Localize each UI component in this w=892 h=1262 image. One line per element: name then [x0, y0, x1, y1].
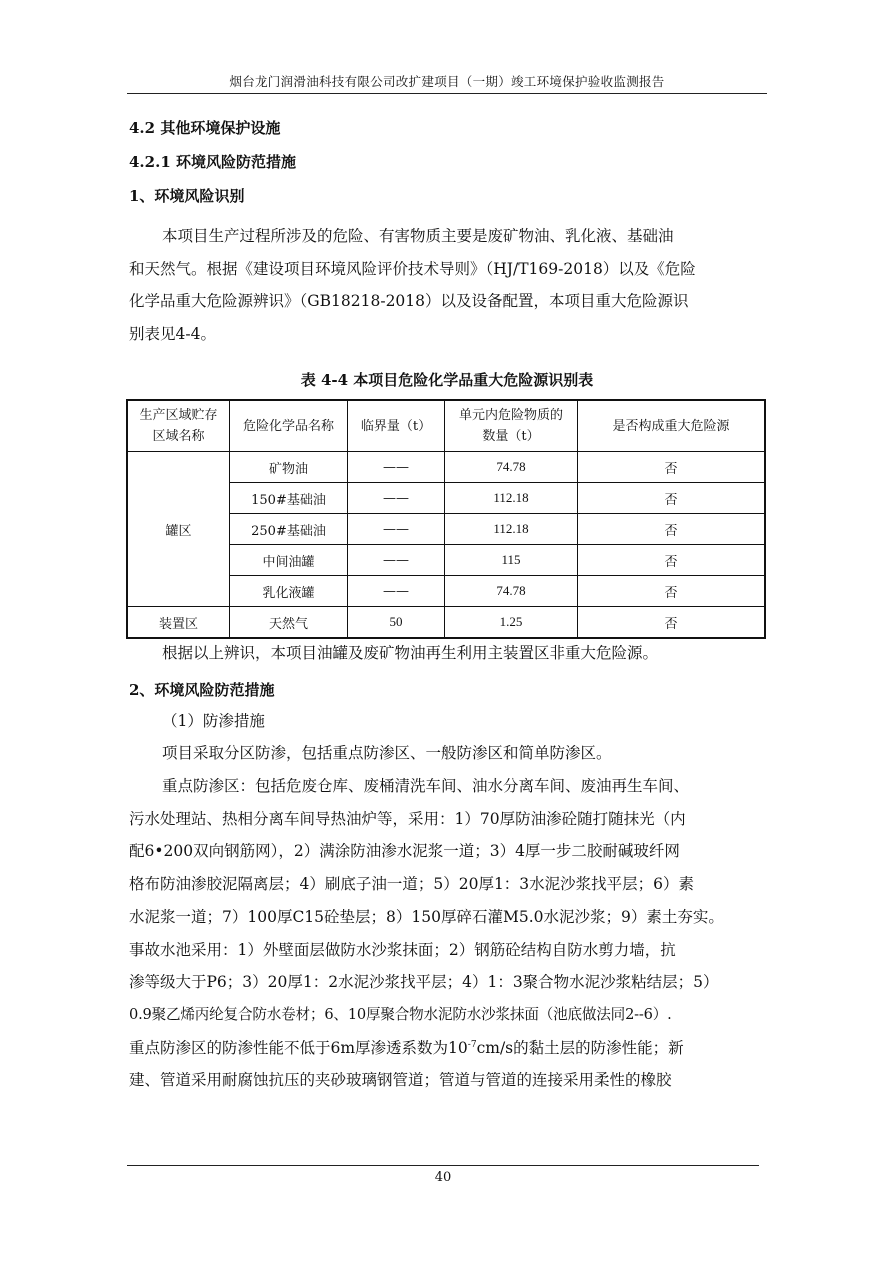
quantity-cell: 112.18: [445, 514, 578, 545]
section-heading-risk-prevention: 2、环境风险防范措施: [129, 681, 275, 699]
text-line: 建、管道采用耐腐蚀抗压的夹砂玻璃钢管道；管道与管道的连接采用柔性的橡胶: [129, 1071, 672, 1090]
quantity-cell: 112.18: [445, 483, 578, 514]
text-line: 化学品重大危险源辨识》（GB18218-2018）以及设备配置，本项目重大危险源识: [129, 292, 689, 311]
paragraph-risk-identification: [129, 220, 765, 351]
text-line: 项目采取分区防渗，包括重点防渗区、一般防渗区和简单防渗区。: [162, 744, 612, 762]
threshold-cell: ——: [348, 545, 445, 576]
text-line: 重点防渗区的防渗性能不低于6m厚渗透系数为$10^{-7}cm/s$的黏土层的防渗性能；新: [129, 1038, 684, 1057]
text-line: （1）防渗措施: [162, 712, 265, 730]
paragraph-conclusion: [129, 637, 765, 670]
threshold-cell: ——: [348, 514, 445, 545]
quantity-cell: 74.78: [445, 452, 578, 483]
text-line: 别表见4-4。: [129, 325, 216, 344]
text-line: 0.9聚乙烯丙纶复合防水卷材；6、10厚聚合物水泥防水沙浆抹面（池底做法同2--6）.: [129, 1005, 672, 1023]
major-hazard-cell: 否: [578, 576, 766, 607]
text-line: 格布防油渗胶泥隔离层；4）刷底子油一道；5）20厚1：3水泥沙浆找平层；6）素: [129, 875, 695, 894]
major-hazard-cell: 否: [578, 452, 766, 483]
page-header: 烟台龙门润滑油科技有限公司改扩建项目（一期）竣工环境保护验收监测报告: [229, 74, 665, 89]
paragraph-zoning: [129, 737, 765, 770]
substance-cell: 中间油罐: [230, 545, 348, 576]
text-line: 和天然气。根据《建设项目环境风险评价技术导则》（HJ/T169-2018）以及《危险: [129, 259, 696, 278]
header-divider: [127, 93, 767, 94]
major-hazard-cell: 否: [578, 607, 766, 639]
hazard-identification-table: [126, 399, 766, 639]
threshold-cell: ——: [348, 576, 445, 607]
text-line: 本项目生产过程所涉及的危险、有害物质主要是废矿物油、乳化液、基础油: [162, 227, 674, 245]
substance-cell: 矿物油: [230, 452, 348, 483]
area-cell: 装置区: [127, 607, 230, 639]
major-hazard-cell: 否: [578, 545, 766, 576]
section-heading-4-2: 4.2 其他环境保护设施: [129, 119, 281, 137]
section-heading-risk-identification: 1、环境风险识别: [129, 187, 245, 205]
column-header-substance: 危险化学品名称: [230, 400, 348, 452]
substance-cell: 天然气: [230, 607, 348, 639]
column-header-area: 生产区域贮存 区域名称: [127, 400, 230, 452]
substance-cell: 乳化液罐: [230, 576, 348, 607]
text-line: 根据以上辨识，本项目油罐及废矿物油再生利用主装置区非重大危险源。: [162, 644, 659, 662]
major-hazard-cell: 否: [578, 483, 766, 514]
table-row: [127, 452, 765, 483]
text-line: 配6•200双向钢筋网），2）满涂防油渗水泥浆一道；3）4厚一步二胶耐碱玻纤网: [129, 842, 680, 861]
text-line: 重点防渗区：包括危废仓库、废桶清洗车间、油水分离车间、废油再生车间、: [162, 777, 690, 795]
threshold-cell: ——: [348, 483, 445, 514]
subheading-seepage-prevention: [129, 705, 765, 738]
table-row: [127, 607, 765, 639]
text-line: 水泥浆一道；7）100厚C15砼垫层；8）150厚碎石灌M5.0水泥沙浆；9）素土夯实。: [129, 907, 724, 926]
quantity-cell: 74.78: [445, 576, 578, 607]
quantity-cell: 1.25: [445, 607, 578, 639]
area-cell: 罐区: [127, 452, 230, 607]
threshold-cell: 50: [348, 607, 445, 639]
table-caption: 表 4-4 本项目危险化学品重大危险源识别表: [300, 371, 594, 389]
quantity-cell: 115: [445, 545, 578, 576]
paragraph-key-zone: [129, 770, 765, 1097]
threshold-cell: ——: [348, 452, 445, 483]
table-header-row: [127, 400, 765, 452]
footer-divider: [127, 1165, 759, 1166]
text-line: 污水处理站、热相分离车间导热油炉等，采用：1）70厚防油渗砼随打随抹光（内: [129, 809, 686, 828]
substance-cell: 250#基础油: [230, 514, 348, 545]
section-heading-4-2-1: 4.2.1 环境风险防范措施: [129, 153, 296, 171]
column-header-quantity: 单元内危险物质的 数量（t）: [445, 400, 578, 452]
page-number: 40: [434, 1170, 452, 1185]
column-header-major-hazard: 是否构成重大危险源: [578, 400, 766, 452]
text-line: 渗等级大于P6；3）20厚1：2水泥沙浆找平层；4）1：3聚合物水泥沙浆粘结层；5）: [129, 973, 719, 992]
column-header-threshold: 临界量（t）: [348, 400, 445, 452]
substance-cell: 150#基础油: [230, 483, 348, 514]
text-line: 事故水池采用：1）外壁面层做防水沙浆抹面；2）钢筋砼结构自防水剪力墙，抗: [129, 940, 676, 959]
major-hazard-cell: 否: [578, 514, 766, 545]
